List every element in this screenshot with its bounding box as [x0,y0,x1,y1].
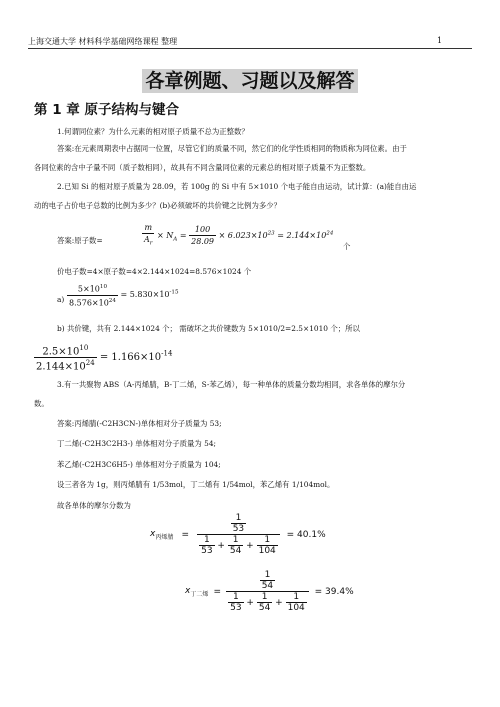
eq1-m: m [142,222,154,234]
eq1-na [157,230,178,243]
eq3-den [34,358,97,372]
x1-plus-2: + [246,541,254,551]
q3-answer-5: 故各单体的摩尔分数为 [57,501,131,510]
x2-num [226,570,309,592]
eq2-res-text: = 5.830×10 [120,290,170,300]
q2-valence-line: 价电子数=4×原子数=4×2.144×1024=8.576×1024 个 [57,267,252,276]
x1-frac [197,513,280,556]
x1-num-53: 53 [232,524,245,534]
q2-a-label: a) [57,295,65,304]
q1-question: 1.何谓同位素？为什么元素的相对原子质量不总为正整数？ [57,127,249,136]
q3-answer-4: 设三者各为 1g，则丙烯腈有 1/53mol，丁二烯有 1/54mol，苯乙烯有 1/104mol。 [57,480,335,489]
q1-answer-line2: 各同位素的含中子量不同（质子数相同），故具有不同含量同位素的元素总的相对原子质量不为正整数。 [34,163,371,172]
eq1-ar-a: A [144,235,150,244]
x2-den-a-1: 1 [228,592,243,603]
x1-num-1: 1 [231,513,246,524]
eq1-res-exp: 24 [326,230,334,237]
header-rule [28,48,472,49]
q2-unit: 个 [343,242,351,251]
q1-answer-line1: 答案:在元素周期表中占据同一位置，尽管它们的质量不同，然它们的化学性质相同的物质称为同位素。由于 [57,144,407,153]
x2-den-b-54: 54 [258,603,271,613]
x1-sub: 丙烯腈 [155,533,174,541]
eq1-frac-m-ar [142,222,154,250]
q2-eq3 [34,343,172,373]
x1-eq: = [181,529,189,540]
x1-plus-1: + [217,541,225,551]
q2-eq1: $\frac{m}{A_r}$ × $N_A$ = $\frac{100}{28.09}$ × $6.023\times 10^{23} = 2.144\times 10^{24}$ [142,222,333,250]
x2-den [226,592,309,613]
x1-den-c [257,535,278,556]
eq1-na-sub: A [173,236,178,243]
q3-question-line1: 3.有一共聚物 ABS（A-丙烯腈，B-丁二烯，S-苯乙烯），每一种单体的质量分数均相同，求各单体的摩尔分 [57,380,406,389]
q2-eq2 [67,282,179,308]
q3-answer-3: 苯乙烯(-C2H3C6H5-) 单体相对分子质量为 104; [57,460,221,469]
x2-sub: 丁二烯 [190,590,209,598]
x1-den-c-104: 104 [258,546,276,556]
x1-label [150,529,173,541]
x2-plus-2: + [275,598,283,608]
eq1-num: 100 [189,224,216,236]
eq1-ar [142,234,154,250]
eq3-den-exp: 24 [85,359,95,368]
eq1-ar-r: r [149,240,153,247]
x2-den-c-104: 104 [287,603,305,613]
x2-den-b-1: 1 [257,592,272,603]
q2-question-line1: 2.已知 Si 的相对原子质量为 28.09，若 100g 的 Si 中有 5×1010 个电子能自由运动，试计算：(a)能自由运 [57,182,417,191]
x2-frac [226,570,309,613]
x1-num [197,513,280,535]
x1-den-b [228,535,243,556]
x2-den-c [286,592,307,613]
eq1-frac-100 [189,224,216,247]
x1-den-c-1: 1 [257,535,278,546]
eq1-res-text: = 2.144×10 [277,230,327,240]
x1-num-frac [231,513,246,534]
eq2-den-exp: 24 [108,297,116,304]
eq3-num-text: 2.5×10 [42,346,80,358]
eq3-num [34,343,97,358]
x2-num-54: 54 [261,581,274,591]
eq2-num [67,282,118,296]
q2-question-line2: 动的电子占价电子总数的比例为多少？(b)必须破坏的共价键之比例为多少？ [34,201,282,210]
q3-eq-x1 [150,513,326,556]
eq3-res-text: = 1.166×10 [99,352,162,364]
eq3-res-exp: -14 [161,350,173,358]
q3-eq-x2 [185,570,354,613]
x1-den-b-1: 1 [228,535,243,546]
x2-label [185,586,208,598]
eq1-mid-text: × 6.023×10 [218,230,268,240]
x1-den-a-1: 1 [199,535,214,546]
x1-den-a-53: 53 [201,546,213,556]
q3-answer-2: 丁二烯(-C2H3C2H3-) 单体相对分子质量为 54; [57,439,217,448]
x1-x: x [150,528,156,539]
chapter-heading: 第 1 章 原子结构与键合 [34,102,179,118]
page-number: 1 [437,36,443,45]
x1-den [197,535,280,556]
eq1-na-text: × N [157,230,174,240]
x1-den-a [199,535,214,556]
eq3-frac [34,343,97,373]
eq3-num-exp: 10 [79,344,89,352]
eq3-res [100,352,173,363]
x2-result: = 39.4% [314,586,354,597]
x2-x: x [185,585,191,596]
eq1-mid-exp: 23 [267,230,275,237]
eq2-res [120,290,178,299]
document-title-wrap [0,66,500,93]
eq2-den [67,296,118,309]
eq1-res [277,231,333,240]
x2-plus-1: + [246,598,254,608]
eq2-den-text: 8.576×10 [69,298,109,308]
q2-answer-prefix: 答案:原子数= [57,236,103,245]
eq2-num-exp: 10 [99,284,108,290]
eq2-frac [67,282,118,308]
eq1-den: 28.09 [191,237,215,247]
x2-eq: = [213,586,221,597]
document-title: 各章例题、习题以及解答 [142,69,357,93]
x2-den-a [228,592,243,613]
eq3-den-text: 2.144×10 [36,361,86,373]
x2-den-c-1: 1 [286,592,307,603]
eq1-mid [219,231,275,240]
x2-den-b [257,592,272,613]
x1-result: = 40.1% [286,529,326,540]
x1-den-b-54: 54 [229,546,242,556]
page-header: 上海交通大学 材料科学基础网络课程 整理 [28,37,178,46]
x2-den-a-53: 53 [230,603,242,613]
eq2-res-exp: -15 [169,289,179,296]
q3-answer-1: 答案:丙烯腈(-C2H3CN-)单体相对分子质量为 53; [57,419,222,428]
q3-question-line2: 数。 [34,399,49,408]
eq2-num-text: 5×10 [77,284,100,294]
x2-num-1: 1 [260,570,275,581]
x2-num-frac [260,570,275,591]
q2-b-line: b) 共价键，共有 2.144×1024 个； 需破坏之共价键数为 5×1010/2=2.5×1010 个；所以 [57,324,360,333]
